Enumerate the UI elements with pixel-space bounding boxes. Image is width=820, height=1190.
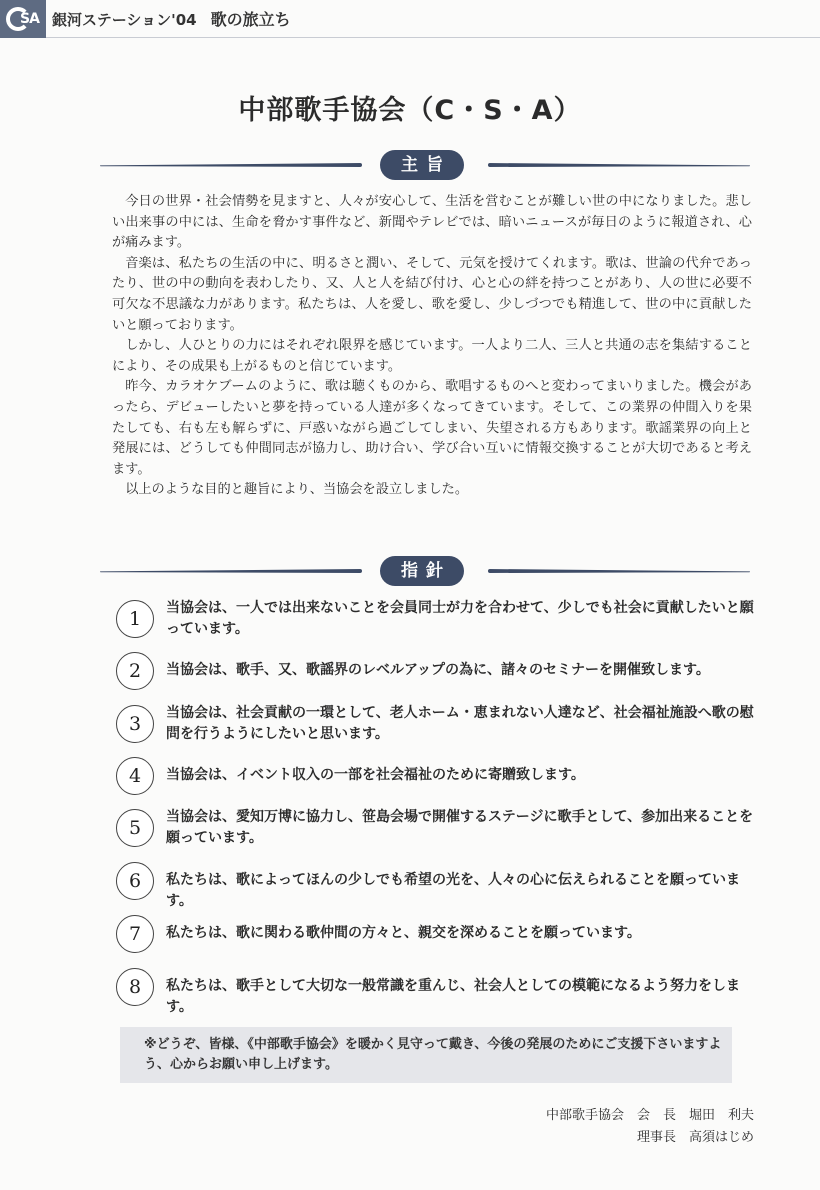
number-badge: 4 (116, 757, 154, 795)
closing-note-box (120, 1027, 732, 1083)
principle-text: 当協会は、一人では出来ないことを会員同士が力を合わせて、少しでも社会に貢献したいと願っています。 (166, 600, 754, 637)
number-badge: 5 (116, 809, 154, 847)
number-badge: 3 (116, 705, 154, 743)
csa-logo (6, 6, 42, 32)
header-rule (46, 37, 820, 38)
intro-paragraph: 以上のような目的と趣旨により、当協会を設立しました。 (125, 482, 469, 498)
principle-text: 私たちは、歌手として大切な一般常識を重んじ、社会人としての模範になるよう努力をします。 (166, 978, 740, 1015)
purpose-section-header (100, 150, 750, 180)
number-badge: 7 (116, 915, 154, 953)
divider-left (100, 569, 362, 573)
principle-text: 当協会は、歌手、又、歌謡界のレベルアップの為に、諸々のセミナーを開催致します。 (166, 662, 710, 678)
intro-paragraph: 今日の世界・社会情勢を見ますと、人々が安心して、生活を営むことが難しい世の中になりました。悲しい出来事の中には、生命を脅かす事件など、新聞やテレビでは、暗いニュースが毎日のように報道され、心が痛みます。 (112, 194, 752, 251)
page-header (0, 0, 820, 38)
principle-text: 私たちは、歌によってほんの少しでも希望の光を、人々の心に伝えられることを願っています。 (166, 872, 740, 909)
section-name: 歌の旅立ち (210, 10, 291, 29)
intro-paragraph: しかし、人ひとりの力にはそれぞれ限界を感じています。一人より二人、三人と共通の志を集結することにより、その成果も上がるものと信じています。 (112, 338, 752, 374)
page-title: 中部歌手協会（C・S・A） (238, 95, 582, 126)
principle-text: 当協会は、社会貢献の一環として、老人ホーム・恵まれない人達など、社会福祉施設へ歌の慰問を行うようにしたいと思います。 (166, 705, 754, 742)
intro-paragraph: 音楽は、私たちの生活の中に、明るさと潤い、そして、元気を授けてくれます。歌は、世論の代弁であったり、世の中の動向を表わしたり、又、人と人を結び付け、心と心の絆を持つことがあり、人の世に必要不可欠な不思議な力があります。私たちは、人を愛し、歌を愛し、少しづつでも精進して、世の中に貢献したいと願っております。 (112, 255, 752, 333)
principle-text: 当協会は、愛知万博に協力し、笹島会場で開催するステージに歌手として、参加出来ることを願っています。 (166, 809, 754, 846)
intro-paragraph: 昨今、カラオケブームのように、歌は聴くものから、歌唱するものへと変わってまいりました。機会があったら、デビューしたいと夢を持っている人達が多くなってきています。そして、この業界の仲間入りを果たしても、右も左も解らずに、戸惑いながら過ごしてしまい、失望される方もあります。歌謡業界の向上と発展には、どうしても仲間同志が協力し、助け合い、学び合い互いに情報交換することが大切であると考えます。 (112, 379, 752, 477)
principle-text: 私たちは、歌に関わる歌仲間の方々と、親交を深めることを願っています。 (166, 925, 641, 941)
divider-right (488, 569, 750, 573)
number-badge: 6 (116, 862, 154, 900)
divider-left (100, 163, 362, 167)
logo-text: SA (20, 11, 39, 27)
divider-right (488, 163, 750, 167)
signature-chairman: 中部歌手協会 会 長 堀田 利夫 (545, 1108, 754, 1123)
header-text (52, 7, 291, 30)
intro-text (112, 192, 752, 501)
signature-director: 理事長 高須はじめ (636, 1130, 754, 1145)
publication-name: 銀河ステーション'04 (52, 11, 197, 29)
number-badge: 2 (116, 652, 154, 690)
number-badge: 8 (116, 968, 154, 1006)
purpose-heading: 主旨 (380, 150, 464, 180)
header-logo-tab (0, 0, 46, 38)
policy-heading: 指針 (380, 556, 464, 586)
closing-note: ※どうぞ、皆様、《中部歌手協会》を暖かく見守って戴き、今後の発展のためにご支援下さいますよう、心からお願い申し上げます。 (144, 1037, 722, 1072)
policy-section-header (100, 556, 750, 586)
principle-text: 当協会は、イベント収入の一部を社会福祉のために寄贈致します。 (166, 767, 585, 783)
number-badge: 1 (116, 600, 154, 638)
